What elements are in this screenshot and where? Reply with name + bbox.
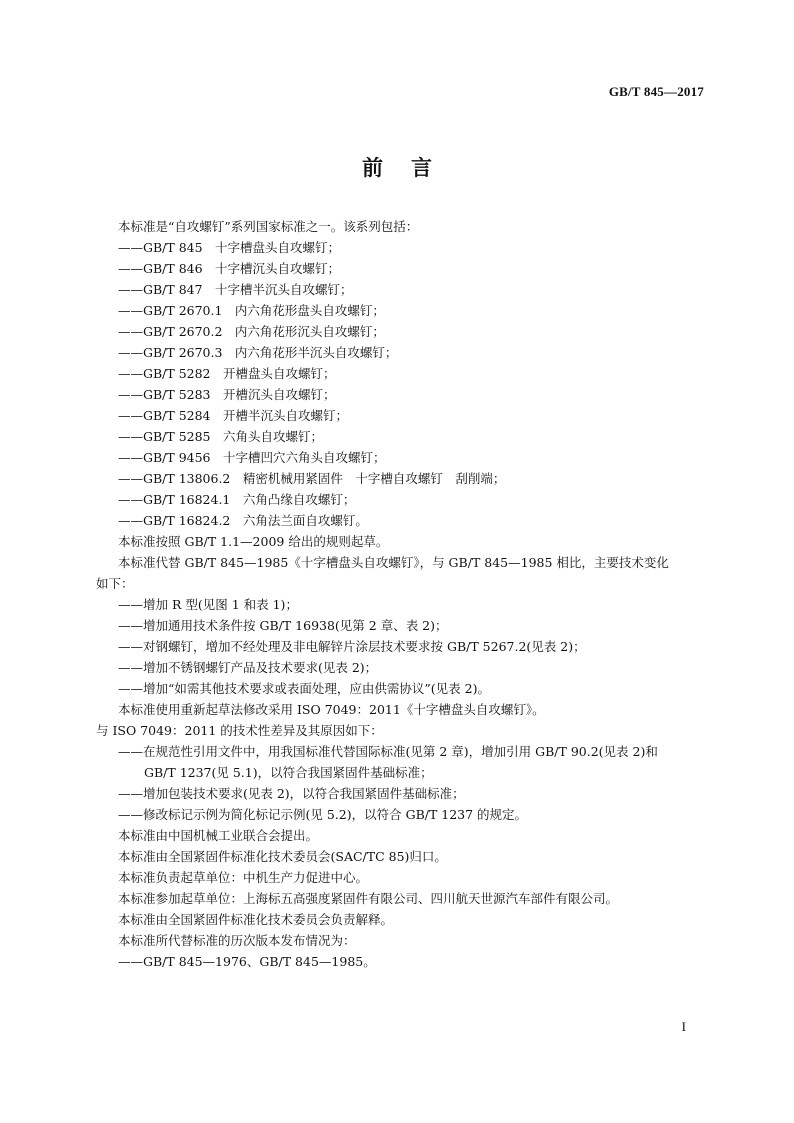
foreword-body [96,216,706,972]
paragraph: 本标准负责起草单位：中机生产力促进中心。 [118,870,369,885]
paragraph-continuation: 如下： [96,576,134,591]
list-item: ——GB/T 16824.1 六角凸缘自攻螺钉； [118,492,356,507]
list-item: ——GB/T 2670.1 内六角花形盘头自攻螺钉； [118,303,385,318]
list-item: ——GB/T 13806.2 精密机械用紧固件 十字槽自攻螺钉 刮削端； [118,471,506,486]
list-item: ——修改标记示例为简化标记示例(见 5.2)，以符合 GB/T 1237 的规定。 [118,807,528,822]
list-item: ——增加通用技术条件按 GB/T 16938(见第 2 章、表 2)； [118,618,448,633]
paragraph: 本标准代替 GB/T 845—1985《十字槽盘头自攻螺钉》，与 GB/T 845—1985 相比，主要技术变化 [118,555,669,570]
paragraph: 与 ISO 7049：2011 的技术性差异及其原因如下： [96,723,383,738]
list-item: ——GB/T 5282 开槽盘头自攻螺钉； [118,366,336,381]
paragraph: 本标准参加起草单位：上海标五高强度紧固件有限公司、四川航天世源汽车部件有限公司。 [118,891,619,906]
paragraph: 本标准由全国紧固件标准化技术委员会负责解释。 [118,912,394,927]
list-item: ——增加“如需其他技术要求或表面处理，应由供需协议”(见表 2)。 [118,681,490,696]
list-item: ——GB/T 2670.2 内六角花形沉头自攻螺钉； [118,324,385,339]
paragraph: 本标准按照 GB/T 1.1—2009 给出的规则起草。 [118,534,389,549]
list-item-continuation: GB/T 1237(见 5.1)，以符合我国紧固件基础标准； [144,765,433,780]
list-item: ——GB/T 16824.2 六角法兰面自攻螺钉。 [118,513,368,528]
list-item: ——GB/T 845 十字槽盘头自攻螺钉； [118,240,341,255]
list-item: ——增加 R 型(见图 1 和表 1)； [118,597,298,612]
list-item: ——GB/T 2670.3 内六角花形半沉头自攻螺钉； [118,345,398,360]
paragraph: 本标准所代替标准的历次版本发布情况为： [118,933,356,948]
list-item: ——GB/T 5284 开槽半沉头自攻螺钉； [118,408,349,423]
page-title: 前言 [362,155,460,180]
paragraph: 本标准是“自攻螺钉”系列国家标准之一。该系列包括： [118,219,419,234]
list-item: ——GB/T 5285 六角头自攻螺钉； [118,429,324,444]
list-item: ——增加包装技术要求(见表 2)，以符合我国紧固件基础标准； [118,786,465,801]
list-item: ——增加不锈钢螺钉产品及技术要求(见表 2)； [118,660,378,675]
paragraph: 本标准使用重新起草法修改采用 ISO 7049：2011《十字槽盘头自攻螺钉》。 [118,702,545,717]
document-code: GB/T 845—2017 [608,84,704,99]
page-number: I [681,1019,686,1034]
list-item: ——GB/T 5283 开槽沉头自攻螺钉； [118,387,336,402]
paragraph: 本标准由中国机械工业联合会提出。 [118,828,319,843]
list-item: ——GB/T 846 十字槽沉头自攻螺钉； [118,261,341,276]
list-item: ——GB/T 845—1976、GB/T 845—1985。 [118,954,376,969]
paragraph: 本标准由全国紧固件标准化技术委员会(SAC/TC 85)归口。 [118,849,447,864]
list-item: ——GB/T 9456 十字槽凹穴六角头自攻螺钉； [118,450,386,465]
list-item: ——在规范性引用文件中，用我国标准代替国际标准(见第 2 章)，增加引用 GB/T 90.2(见表 2)和 [118,744,658,759]
list-item: ——对钢螺钉，增加不经处理及非电解锌片涂层技术要求按 GB/T 5267.2(见表 2)； [118,639,586,654]
list-item: ——GB/T 847 十字槽半沉头自攻螺钉； [118,282,353,297]
